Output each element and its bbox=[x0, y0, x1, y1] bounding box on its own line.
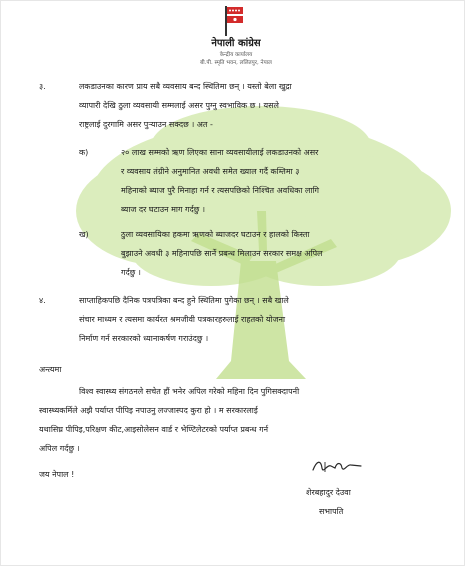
paragraph-line: विश्व स्वास्थ्य संगठनले सचेत हौं भनेर अपिल गरेको महिना दिन पुगिसक्दापनी bbox=[79, 387, 300, 396]
party-name: नेपाली कांग्रेस bbox=[211, 38, 261, 49]
paragraph-line: राष्ट्रलाई दुरगामि असर पुऱ्याउन सक्दछ । अत - bbox=[79, 120, 213, 129]
paragraph-line: ठुला व्यवसायिका हकमा ऋणको ब्याजदर घटाउन र हालको किस्ता bbox=[121, 230, 310, 239]
letterhead bbox=[181, 5, 291, 69]
paragraph-line: र व्यवसाय तंग्रीने अनुमानित अवधी समेत ख्याल गर्दै कम्तिमा ३ bbox=[121, 167, 300, 176]
paragraph-line: बुझाउने अवधी ३ महिनापछि सार्ने प्रबन्ध मिलाउन सरकार समक्ष अपिल bbox=[121, 249, 323, 258]
paragraph-line: यथासिघ्र पीपिइ,परिक्षण कीट,आइसोलेसन वार्ड र भेण्टिलेटरको पर्याप्त प्रबन्ध गर्न bbox=[39, 425, 269, 434]
paragraph-line: निर्माण गर्न सरकारको ध्यानाकर्षण गराउंदछु । bbox=[79, 334, 209, 343]
office-address: बी.पी. स्मृति भवन, ललितपुर, नेपाल bbox=[200, 60, 272, 66]
paragraph-line: २० लाख सम्मको ऋण लिएका साना व्यवसायीलाई लकडाउनको असर bbox=[121, 148, 319, 157]
paragraph-line: व्यापारी देखि ठुला व्यवसायी सम्मलाई असर पुग्नु स्वभाविक छ । यसले bbox=[79, 101, 279, 110]
paragraph-line: अपिल गर्दछु । bbox=[39, 444, 80, 453]
paragraph-line: साप्ताहिकपछि दैनिक पत्रपत्रिका बन्द हुने स्थितिमा पुगेका छन् । सबै खाले bbox=[79, 296, 289, 305]
subpoint-label: ख) bbox=[79, 230, 89, 239]
paragraph-line: ब्याज दर घटाउन माग गर्दछु । bbox=[121, 205, 205, 214]
signatory-name: शेरबहादुर देउवा bbox=[306, 488, 351, 497]
paragraph-line: गर्दछु । bbox=[121, 268, 141, 277]
paragraph-line: स्वास्थ्यकर्मिले अझै पर्याप्त पीपिइ नपाउनु लज्जास्पद कुरा हो । म सरकारलाई bbox=[39, 406, 258, 415]
signatory-title: सभापति bbox=[319, 507, 344, 516]
paragraph-line: लकडाउनका कारण प्राय सबै व्यवसाय बन्द स्थितिमा छन् । यस्तो बेला खुद्रा bbox=[79, 82, 292, 91]
office-name: केन्द्रीय कार्यालय bbox=[219, 52, 253, 58]
closing-heading: अन्त्यमा bbox=[39, 365, 62, 374]
point-number: ४. bbox=[39, 296, 46, 305]
point-number: ३. bbox=[39, 82, 46, 91]
subpoint-label: क) bbox=[79, 148, 89, 157]
paragraph-line: संचार माध्यम र त्यसमा कार्यरत श्रमजीवी पत्रकारहरुलाई राहतको योजना bbox=[79, 315, 286, 324]
paragraph-line: महिनाको ब्याज पुरै मिनाहा गर्न र त्यसपछिको निश्चित अवधिका लागि bbox=[121, 186, 320, 195]
salutation: जय नेपाल ! bbox=[39, 470, 75, 479]
handwritten-signature bbox=[311, 456, 363, 478]
